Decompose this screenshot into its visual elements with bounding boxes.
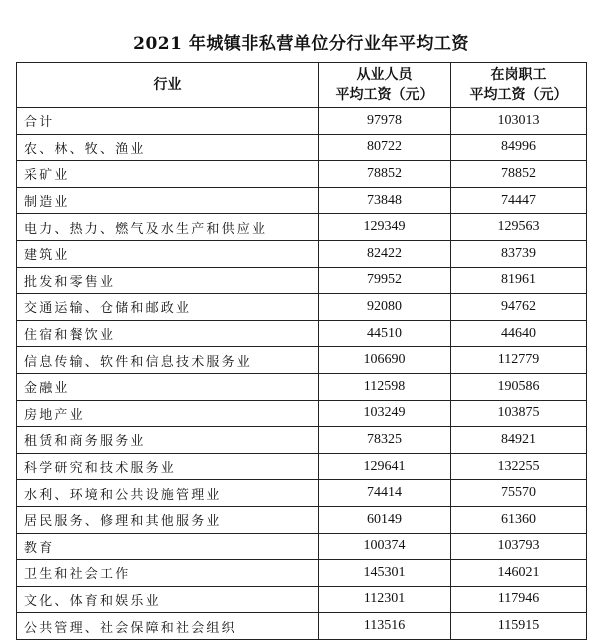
employee-wage-cell: 44510 [319,320,451,347]
onpost-wage-cell: 117946 [451,586,587,613]
table-row [17,161,587,188]
onpost-wage-cell: 94762 [451,294,587,321]
header-employee-line2: 平均工资（元） [335,87,434,103]
table-row [17,347,587,374]
header-industry: 行业 [17,63,319,108]
industry-cell: 电力、热力、燃气及水生产和供应业 [17,214,319,241]
employee-wage-cell: 60149 [319,506,451,533]
industry-cell: 信息传输、软件和信息技术服务业 [17,347,319,374]
employee-wage-cell: 79952 [319,267,451,294]
industry-cell: 交通运输、仓储和邮政业 [17,294,319,321]
onpost-wage-cell: 146021 [451,560,587,587]
industry-cell: 文化、体育和娱乐业 [17,586,319,613]
table-row [17,108,587,135]
header-onpost-line1: 在岗职工 [490,67,547,83]
header-employee-wage [319,63,451,108]
employee-wage-cell: 73848 [319,187,451,214]
wage-table [16,62,587,640]
industry-cell: 建筑业 [17,240,319,267]
industry-cell: 公共管理、社会保障和社会组织 [17,613,319,640]
onpost-wage-cell: 81961 [451,267,587,294]
onpost-wage-cell: 132255 [451,453,587,480]
table-row [17,480,587,507]
table-row [17,533,587,560]
employee-wage-cell: 78852 [319,161,451,188]
employee-wage-cell: 74414 [319,480,451,507]
header-onpost-wage [451,63,587,108]
onpost-wage-cell: 103793 [451,533,587,560]
industry-cell: 卫生和社会工作 [17,560,319,587]
employee-wage-cell: 100374 [319,533,451,560]
onpost-wage-cell: 129563 [451,214,587,241]
employee-wage-cell: 97978 [319,108,451,135]
header-onpost-line2: 平均工资（元） [469,87,568,103]
employee-wage-cell: 82422 [319,240,451,267]
onpost-wage-cell: 84921 [451,427,587,454]
onpost-wage-cell: 103013 [451,108,587,135]
table-row [17,560,587,587]
table-row [17,373,587,400]
table-row [17,240,587,267]
table-row [17,267,587,294]
table-row [17,187,587,214]
employee-wage-cell: 112598 [319,373,451,400]
header-row [17,63,587,108]
industry-cell: 批发和零售业 [17,267,319,294]
employee-wage-cell: 106690 [319,347,451,374]
industry-cell: 金融业 [17,373,319,400]
employee-wage-cell: 112301 [319,586,451,613]
table-row [17,400,587,427]
onpost-wage-cell: 75570 [451,480,587,507]
employee-wage-cell: 92080 [319,294,451,321]
table-row [17,294,587,321]
onpost-wage-cell: 74447 [451,187,587,214]
header-employee-line1: 从业人员 [356,67,413,83]
onpost-wage-cell: 190586 [451,373,587,400]
table-row [17,134,587,161]
onpost-wage-cell: 83739 [451,240,587,267]
table-row [17,586,587,613]
onpost-wage-cell: 61360 [451,506,587,533]
industry-cell: 制造业 [17,187,319,214]
industry-cell: 农、林、牧、渔业 [17,134,319,161]
table-row [17,320,587,347]
employee-wage-cell: 103249 [319,400,451,427]
employee-wage-cell: 145301 [319,560,451,587]
industry-cell: 居民服务、修理和其他服务业 [17,506,319,533]
employee-wage-cell: 78325 [319,427,451,454]
onpost-wage-cell: 112779 [451,347,587,374]
table-row [17,453,587,480]
onpost-wage-cell: 84996 [451,134,587,161]
industry-cell: 水利、环境和公共设施管理业 [17,480,319,507]
table-title: 2021 年城镇非私营单位分行业年平均工资 [133,34,469,54]
industry-cell: 采矿业 [17,161,319,188]
industry-cell: 科学研究和技术服务业 [17,453,319,480]
employee-wage-cell: 80722 [319,134,451,161]
onpost-wage-cell: 44640 [451,320,587,347]
table-row [17,427,587,454]
employee-wage-cell: 129641 [319,453,451,480]
onpost-wage-cell: 78852 [451,161,587,188]
employee-wage-cell: 113516 [319,613,451,640]
table-row [17,613,587,640]
industry-cell: 租赁和商务服务业 [17,427,319,454]
table-row [17,214,587,241]
table-row [17,506,587,533]
industry-cell: 合计 [17,108,319,135]
onpost-wage-cell: 115915 [451,613,587,640]
industry-cell: 教育 [17,533,319,560]
industry-cell: 住宿和餐饮业 [17,320,319,347]
onpost-wage-cell: 103875 [451,400,587,427]
industry-cell: 房地产业 [17,400,319,427]
employee-wage-cell: 129349 [319,214,451,241]
